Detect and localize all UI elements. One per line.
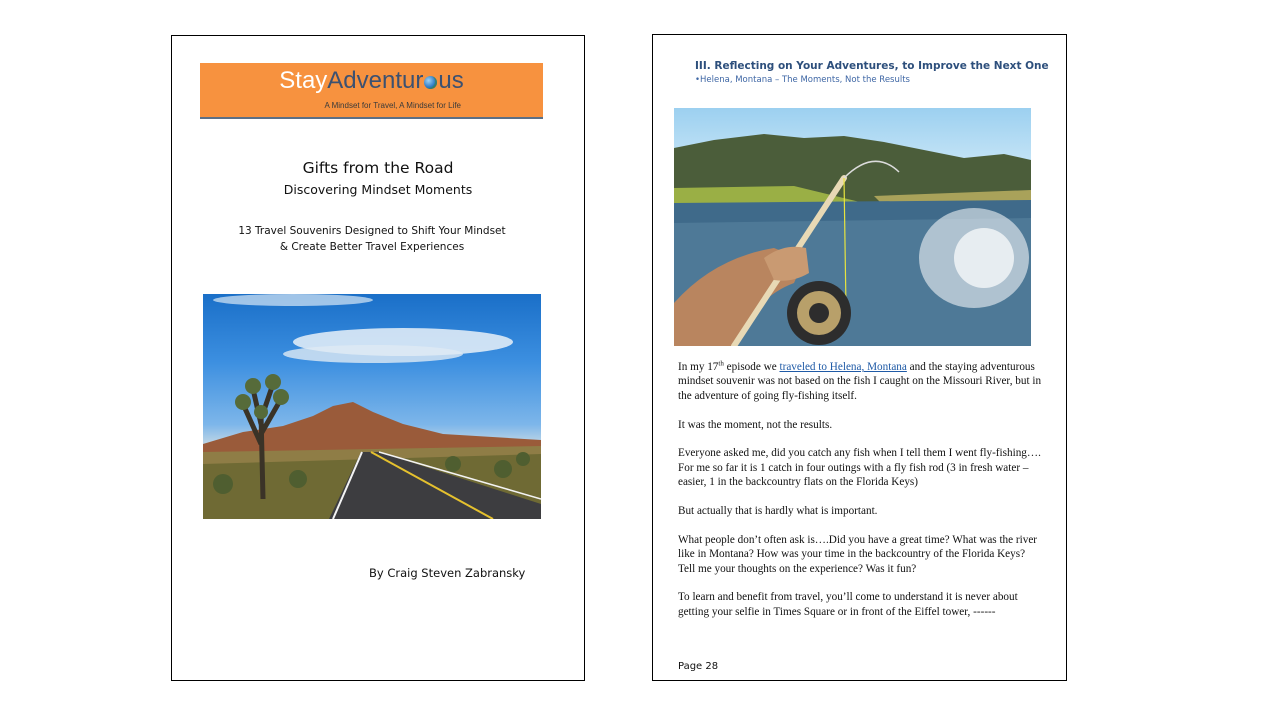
paragraph-2: It was the moment, not the results. — [678, 418, 833, 431]
article-body — [678, 360, 1044, 619]
brand-tagline: A Mindset for Travel, A Mindset for Life — [324, 101, 461, 110]
p1-superscript: th — [718, 359, 724, 368]
book-description — [212, 223, 532, 255]
brand-logo — [200, 67, 543, 95]
logo-adventur-text: Adventur — [327, 67, 424, 94]
p1-text-a: In my 17 — [678, 361, 719, 373]
desert-road-illustration — [203, 294, 541, 519]
globe-icon — [424, 76, 437, 89]
logo-stay-text: Stay — [279, 67, 328, 94]
p1-text-b: episode we — [723, 361, 780, 373]
section-heading: III. Reflecting on Your Adventures, to Improve the Next One — [695, 60, 1049, 72]
book-author: By Craig Steven Zabransky — [369, 566, 526, 580]
fly-fishing-illustration — [674, 108, 1031, 346]
desert-road-photo — [203, 294, 541, 519]
book-cover-page — [171, 35, 585, 681]
paragraph-1 — [678, 360, 1044, 403]
page-number: Page 28 — [678, 661, 719, 672]
section-subheading: •Helena, Montana – The Moments, Not the Results — [695, 75, 910, 85]
fly-fishing-photo — [674, 108, 1031, 346]
brand-banner — [200, 63, 543, 119]
description-line-1: 13 Travel Souvenirs Designed to Shift Your Mindset — [238, 225, 506, 237]
book-title: Gifts from the Road — [302, 159, 454, 177]
paragraph-3: Everyone asked me, did you catch any fish when I tell them I went fly-fishing…. For me so far it is 1 catch in four outings with a fly fish rod (3 in fresh water – easier, 1 in the backcountry flats on the Florida Keys) — [678, 447, 1041, 489]
p1-text-c: and the staying adventurous mindset souvenir was not based on the fish I caught on the Missouri River, but in the adventure of going fly-fishing itself. — [678, 361, 1042, 402]
article-page — [652, 34, 1067, 681]
description-line-2: & Create Better Travel Experiences — [279, 241, 465, 253]
paragraph-6: To learn and benefit from travel, you’ll come to understand it is never about getting your selfie in Times Square or in front of the Eiffel tower, ------ — [678, 591, 1018, 618]
logo-us-text: us — [438, 67, 464, 94]
helena-montana-link[interactable]: traveled to Helena, Montana — [779, 361, 907, 373]
paragraph-5: What people don’t often ask is….Did you have a great time? What was the river like in Montana? How was your time in the backcountry of the Florida Keys? Tell me your thoughts on the experience? Was it fun? — [678, 533, 1038, 575]
book-subtitle: Discovering Mindset Moments — [283, 182, 473, 197]
paragraph-4: But actually that is hardly what is important. — [678, 505, 878, 518]
